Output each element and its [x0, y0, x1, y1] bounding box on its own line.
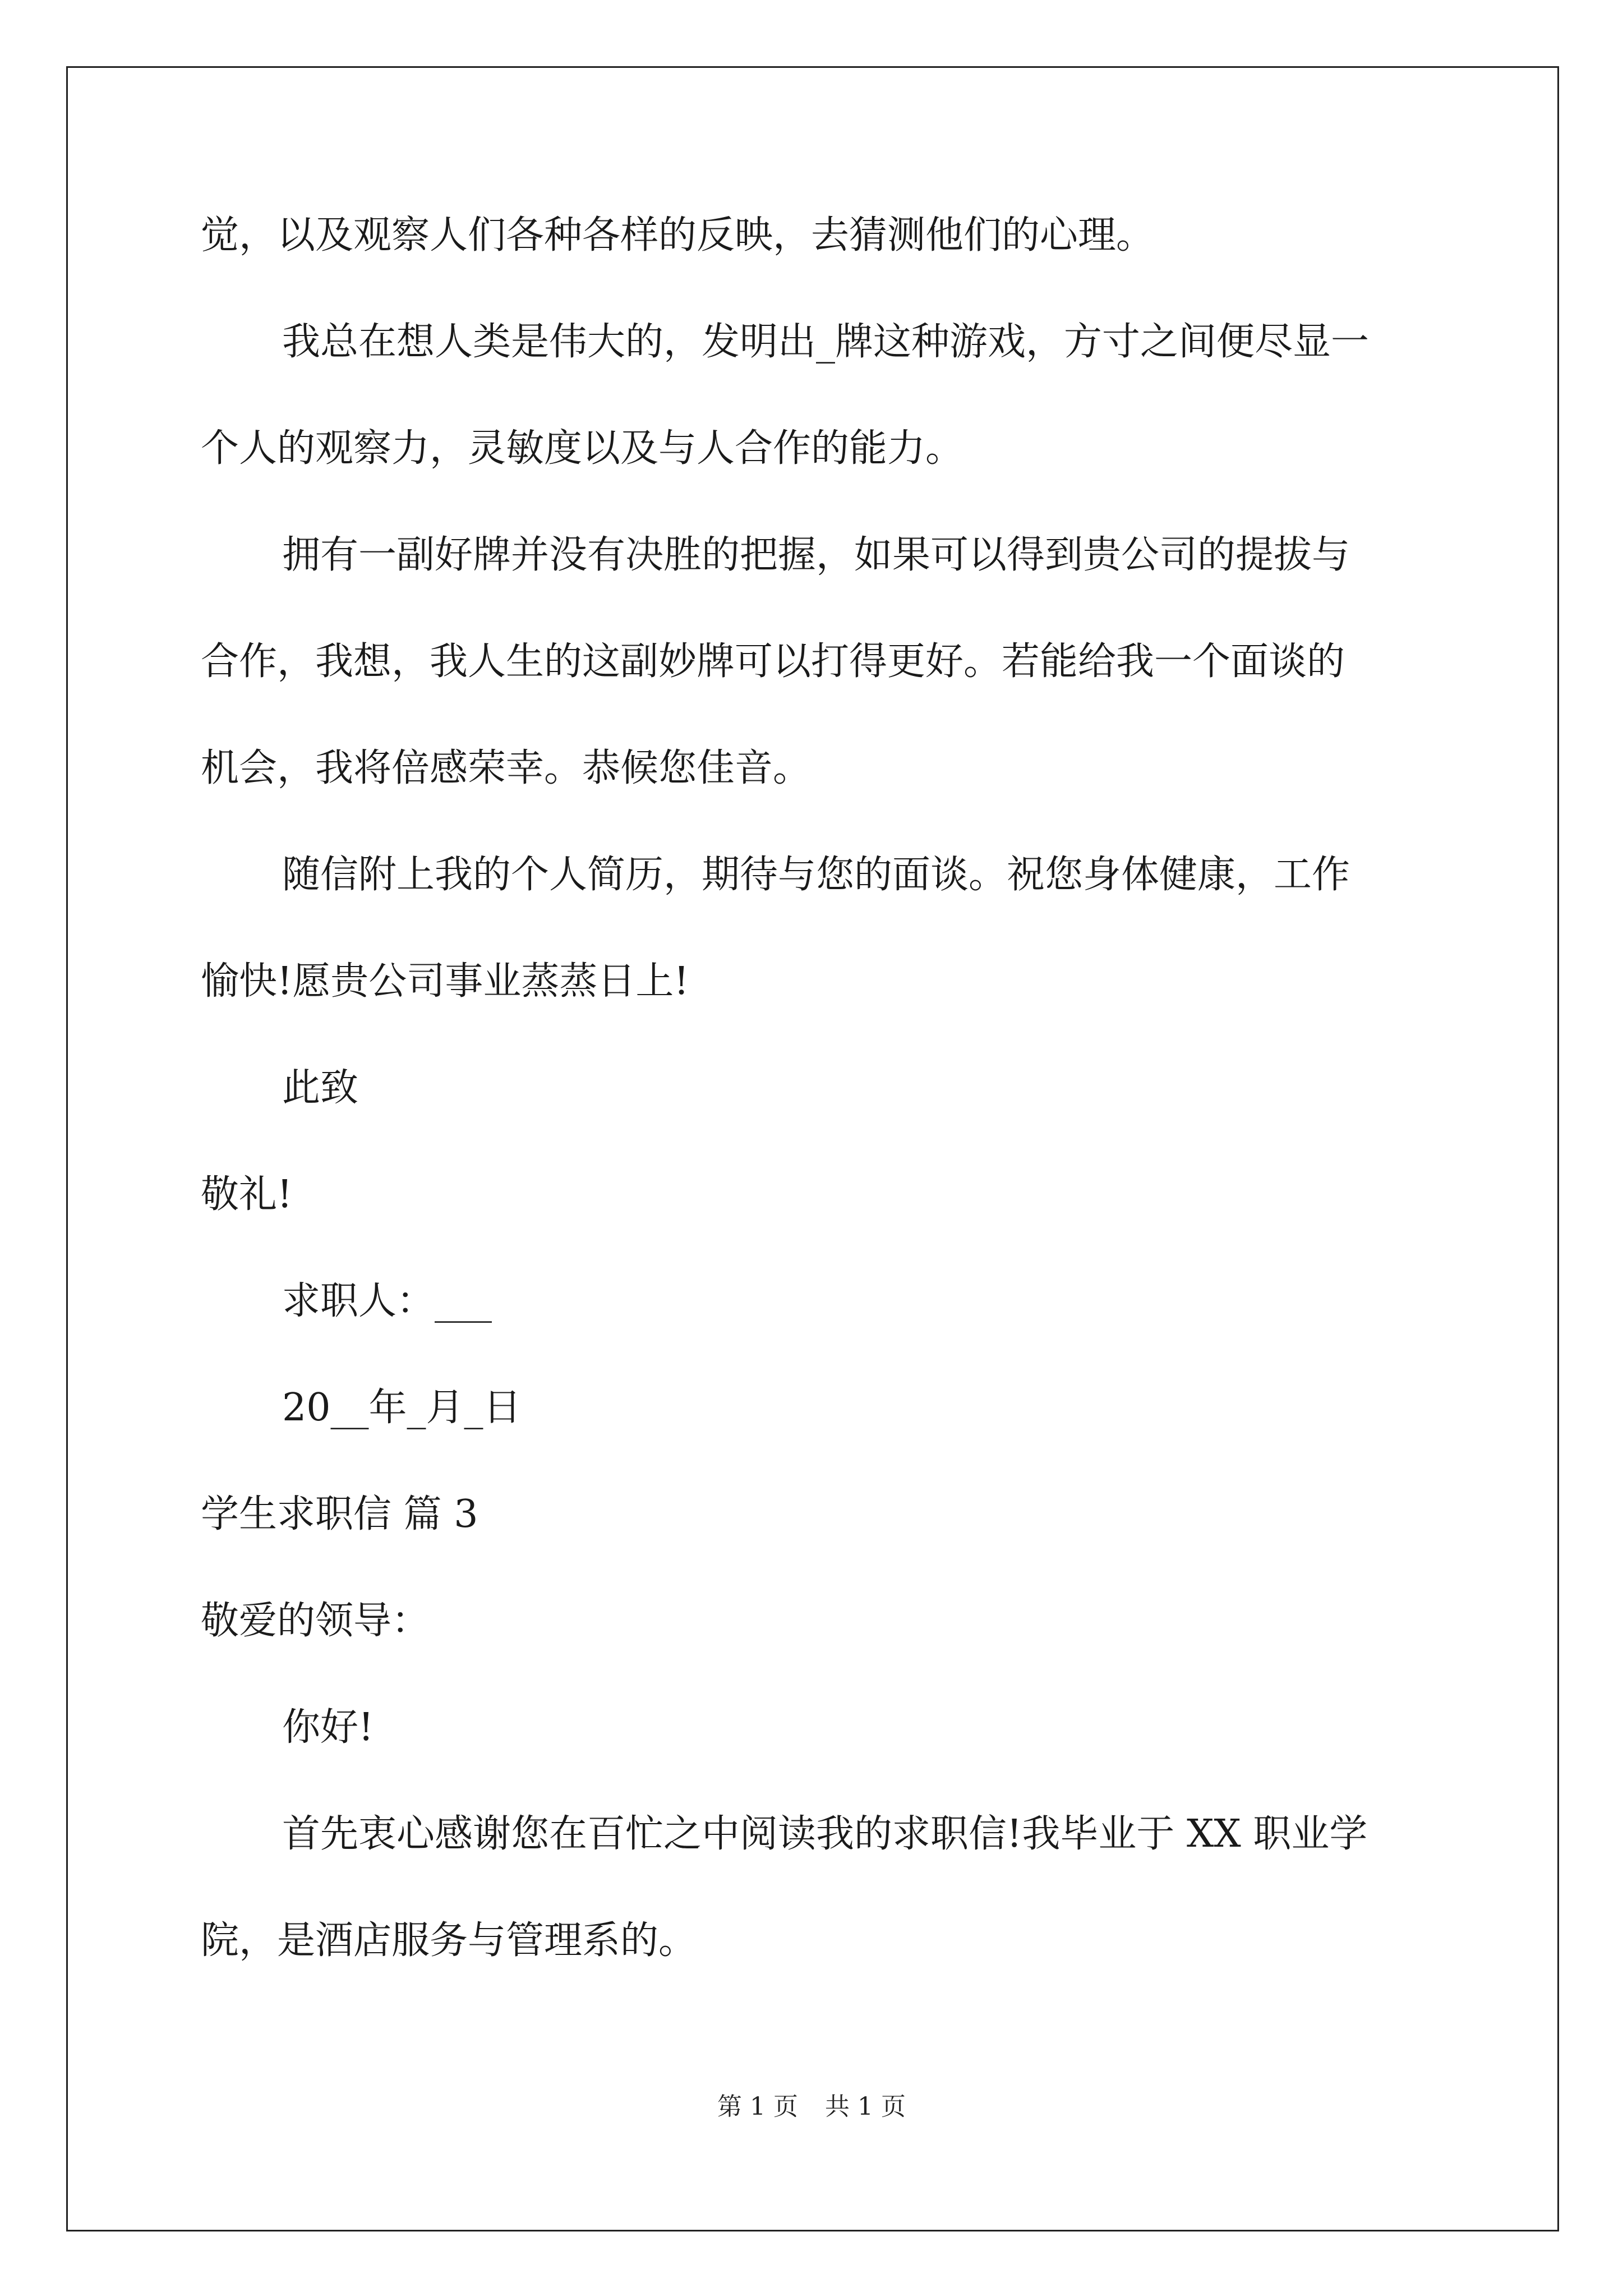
- letter-date: 20__年_月_日: [282, 1386, 522, 1430]
- text-line: 个人的观察力，灵敏度以及与人合作的能力。: [201, 426, 964, 471]
- paragraph-line: 我总在想人类是伟大的，发明出_牌这种游戏，方寸之间便尽显一: [282, 320, 1370, 364]
- salutation-closing: 敬礼!: [201, 1172, 293, 1217]
- text-line: 机会，我将倍感荣幸。恭候您佳音。: [201, 746, 811, 790]
- text-line: 院，是酒店服务与管理系的。: [201, 1918, 697, 1963]
- page-border: [66, 66, 1559, 2231]
- greeting: 你好!: [282, 1705, 374, 1750]
- applicant-signature: 求职人：___: [282, 1279, 492, 1323]
- text-line: 合作，我想，我人生的这副妙牌可以打得更好。若能给我一个面谈的: [201, 639, 1345, 684]
- closing-phrase: 此致: [282, 1066, 359, 1110]
- page-total: 共 1 页: [825, 2092, 906, 2121]
- page-footer: [0, 2090, 1623, 2124]
- greeting-line: 敬爱的领导：: [201, 1599, 430, 1643]
- text-line: 觉，以及观察人们各种各样的反映，去猜测他们的心理。: [201, 213, 1155, 257]
- paragraph-line: 拥有一副好牌并没有决胜的把握，如果可以得到贵公司的提拔与: [282, 533, 1350, 577]
- page-number: 第 1 页: [717, 2092, 798, 2121]
- paragraph-line: 首先衷心感谢您在百忙之中阅读我的求职信!我毕业于 XX 职业学: [282, 1812, 1368, 1856]
- paragraph-line: 随信附上我的个人简历，期待与您的面谈。祝您身体健康，工作: [282, 853, 1350, 897]
- section-heading: 学生求职信 篇 3: [201, 1492, 478, 1536]
- text-line: 愉快!愿贵公司事业蒸蒸日上!: [201, 959, 689, 1004]
